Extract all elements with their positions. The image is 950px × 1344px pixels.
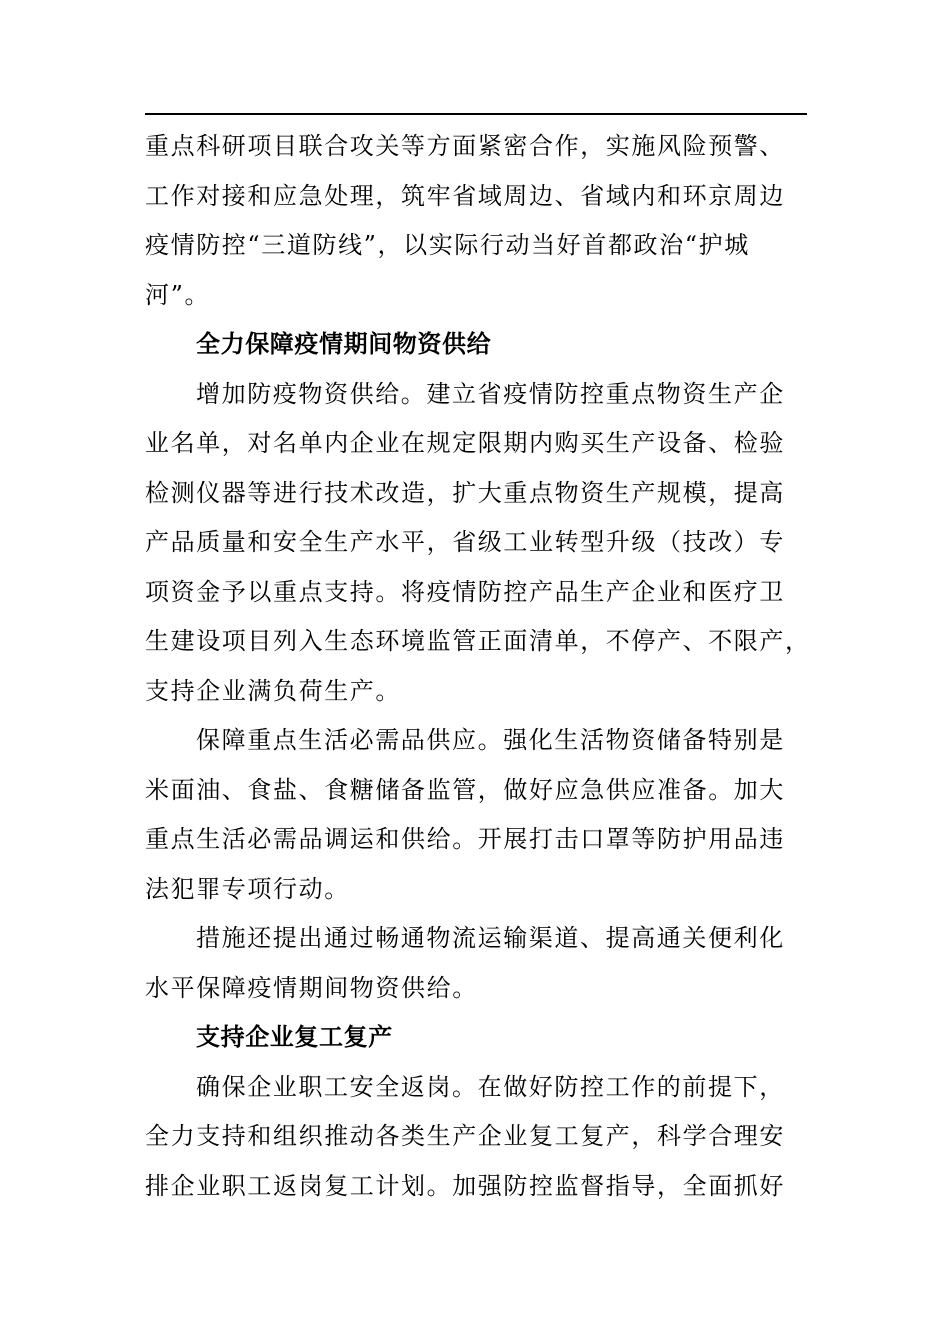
text-line: 生建设项目列入生态环境监管正面清单，不停产、不限产， bbox=[145, 627, 811, 655]
text-line: 排企业职工返岗复工计划。加强防控监督指导，全面抓好 bbox=[145, 1171, 785, 1200]
text-line: 项资金予以重点支持。将疫情防控产品生产企业和医疗卫 bbox=[145, 577, 785, 606]
header-rule bbox=[145, 113, 807, 115]
text-line: 疫情防控“三道防线”，以实际行动当好首都政治“护城 bbox=[145, 231, 750, 259]
text-line: 法犯罪专项行动。 bbox=[145, 874, 350, 903]
text-line: 重点科研项目联合攻关等方面紧密合作，实施风险预警、 bbox=[145, 132, 785, 160]
text-line: 增加防疫物资供给。建立省疫情防控重点物资生产企 bbox=[196, 379, 785, 408]
text-line: 产品质量和安全生产水平，省级工业转型升级（技改）专 bbox=[145, 528, 785, 556]
text-line: 业名单，对名单内企业在规定限期内购买生产设备、检验 bbox=[145, 429, 785, 457]
text-line: 检测仪器等进行技术改造，扩大重点物资生产规模，提高 bbox=[145, 478, 785, 507]
document-body bbox=[145, 122, 811, 1211]
text-line: 水平保障疫情期间物资供给。 bbox=[145, 973, 478, 1002]
text-line: 工作对接和应急处理，筑牢省域周边、省域内和环京周边 bbox=[145, 181, 785, 210]
text-line: 保障重点生活必需品供应。强化生活物资储备特别是 bbox=[196, 726, 785, 754]
section-heading: 支持企业复工复产 bbox=[196, 1023, 393, 1051]
text-line: 河”。 bbox=[145, 280, 211, 309]
text-line: 全力支持和组织推动各类生产企业复工复产，科学合理安 bbox=[145, 1122, 785, 1150]
text-line: 确保企业职工安全返岗。在做好防控工作的前提下， bbox=[196, 1072, 785, 1101]
text-line: 支持企业满负荷生产。 bbox=[145, 676, 401, 705]
text-line: 措施还提出通过畅通物流运输渠道、提高通关便利化 bbox=[196, 924, 785, 952]
text-line: 重点生活必需品调运和供给。开展打击口罩等防护用品违 bbox=[145, 825, 785, 853]
section-heading: 全力保障疫情期间物资供给 bbox=[196, 330, 492, 358]
text-line: 米面油、食盐、食糖储备监管，做好应急供应准备。加大 bbox=[145, 775, 785, 804]
